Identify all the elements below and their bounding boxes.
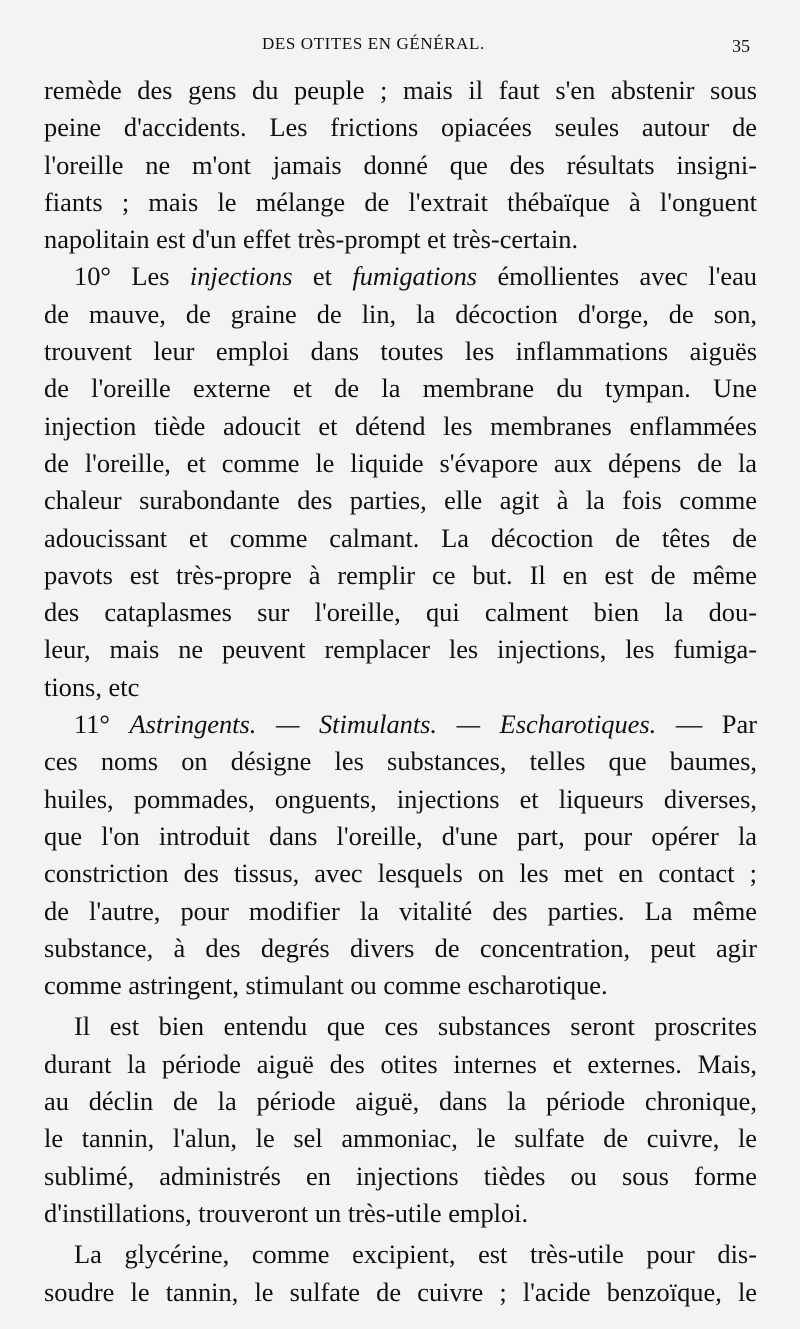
text-line: que l'on introduit dans l'oreille, d'une part, pour opérer la (44, 820, 757, 851)
text-line: constriction des tissus, avec lesquels on les met en contact ; (44, 858, 757, 889)
text-line: ces noms on désigne les substances, telles que baumes, (44, 746, 757, 777)
italic-term: Astringents. — Stimulants. — Escharotiques. (129, 709, 657, 740)
italic-term: fumigations (352, 261, 478, 292)
text-line: des cataplasmes sur l'oreille, qui calment bien la dou- (44, 597, 757, 628)
line-text: et (292, 261, 353, 292)
line-text: 11° (74, 709, 130, 740)
text-line: au déclin de la période aiguë, dans la période chronique, (44, 1086, 757, 1117)
text-line: injection tiède adoucit et détend les membranes enflammées (44, 410, 757, 441)
text-line: huiles, pommades, onguents, injections et liqueurs diverses, (44, 783, 757, 814)
text-line: peine d'accidents. Les frictions opiacées seules autour de (44, 112, 757, 143)
page-header (0, 34, 800, 60)
text-line: de l'oreille externe et de la membrane du tympan. Une (44, 373, 757, 404)
italic-term: injections (189, 261, 293, 292)
line-text: émollientes avec l'eau (477, 261, 757, 292)
text-line: Il est bien entendu que ces substances seront proscrites (74, 1011, 757, 1042)
text-line: napolitain est d'un effet très-prompt et très-certain. (44, 224, 579, 255)
body-text (44, 72, 757, 1311)
page-number: 35 (732, 36, 750, 56)
text-line: comme astringent, stimulant ou comme escharotique. (44, 970, 608, 1001)
text-line (44, 706, 757, 743)
text-line: chaleur surabondante des parties, elle agit à la fois comme (44, 485, 757, 516)
text-line: de l'oreille, et comme le liquide s'évapore aux dépens de la (44, 447, 757, 478)
text-line: durant la période aiguë des otites internes et externes. Mais, (44, 1048, 757, 1079)
text-line: le tannin, l'alun, le sel ammoniac, le sulfate de cuivre, le (44, 1123, 757, 1154)
text-line: l'oreille ne m'ont jamais donné que des résultats insigni- (44, 149, 757, 180)
text-line: leur, mais ne peuvent remplacer les injections, les fumiga- (44, 634, 757, 665)
text-line: soudre le tannin, le sulfate de cuivre ; l'acide benzoïque, le (44, 1276, 757, 1307)
text-line: tions, etc (44, 671, 140, 702)
text-line: trouvent leur emploi dans toutes les inflammations aiguës (44, 336, 757, 367)
text-line: fiants ; mais le mélange de l'extrait thébaïque à l'onguent (44, 186, 757, 217)
text-line: remède des gens du peuple ; mais il faut s'en abstenir sous (44, 75, 757, 105)
text-line: d'instillations, trouveront un très-utile emploi. (44, 1197, 529, 1228)
text-line: La glycérine, comme excipient, est très-utile pour dis- (74, 1239, 757, 1270)
running-title: DES OTITES EN GÉNÉRAL. (262, 34, 485, 53)
text-line: substance, à des degrés divers de concentration, peut agir (44, 932, 757, 963)
text-line (44, 258, 757, 295)
text-line: pavots est très-propre à remplir ce but. Il en est de même (44, 559, 757, 590)
text-line: de mauve, de graine de lin, la décoction d'orge, de son, (44, 298, 757, 329)
text-line: de l'autre, pour modifier la vitalité des parties. La même (44, 895, 757, 926)
text-line: sublimé, administrés en injections tièdes ou sous forme (44, 1160, 757, 1191)
line-text: — Par (656, 709, 757, 740)
text-line: adoucissant et comme calmant. La décoction de têtes de (44, 522, 757, 553)
line-text: 10° Les (74, 261, 190, 292)
